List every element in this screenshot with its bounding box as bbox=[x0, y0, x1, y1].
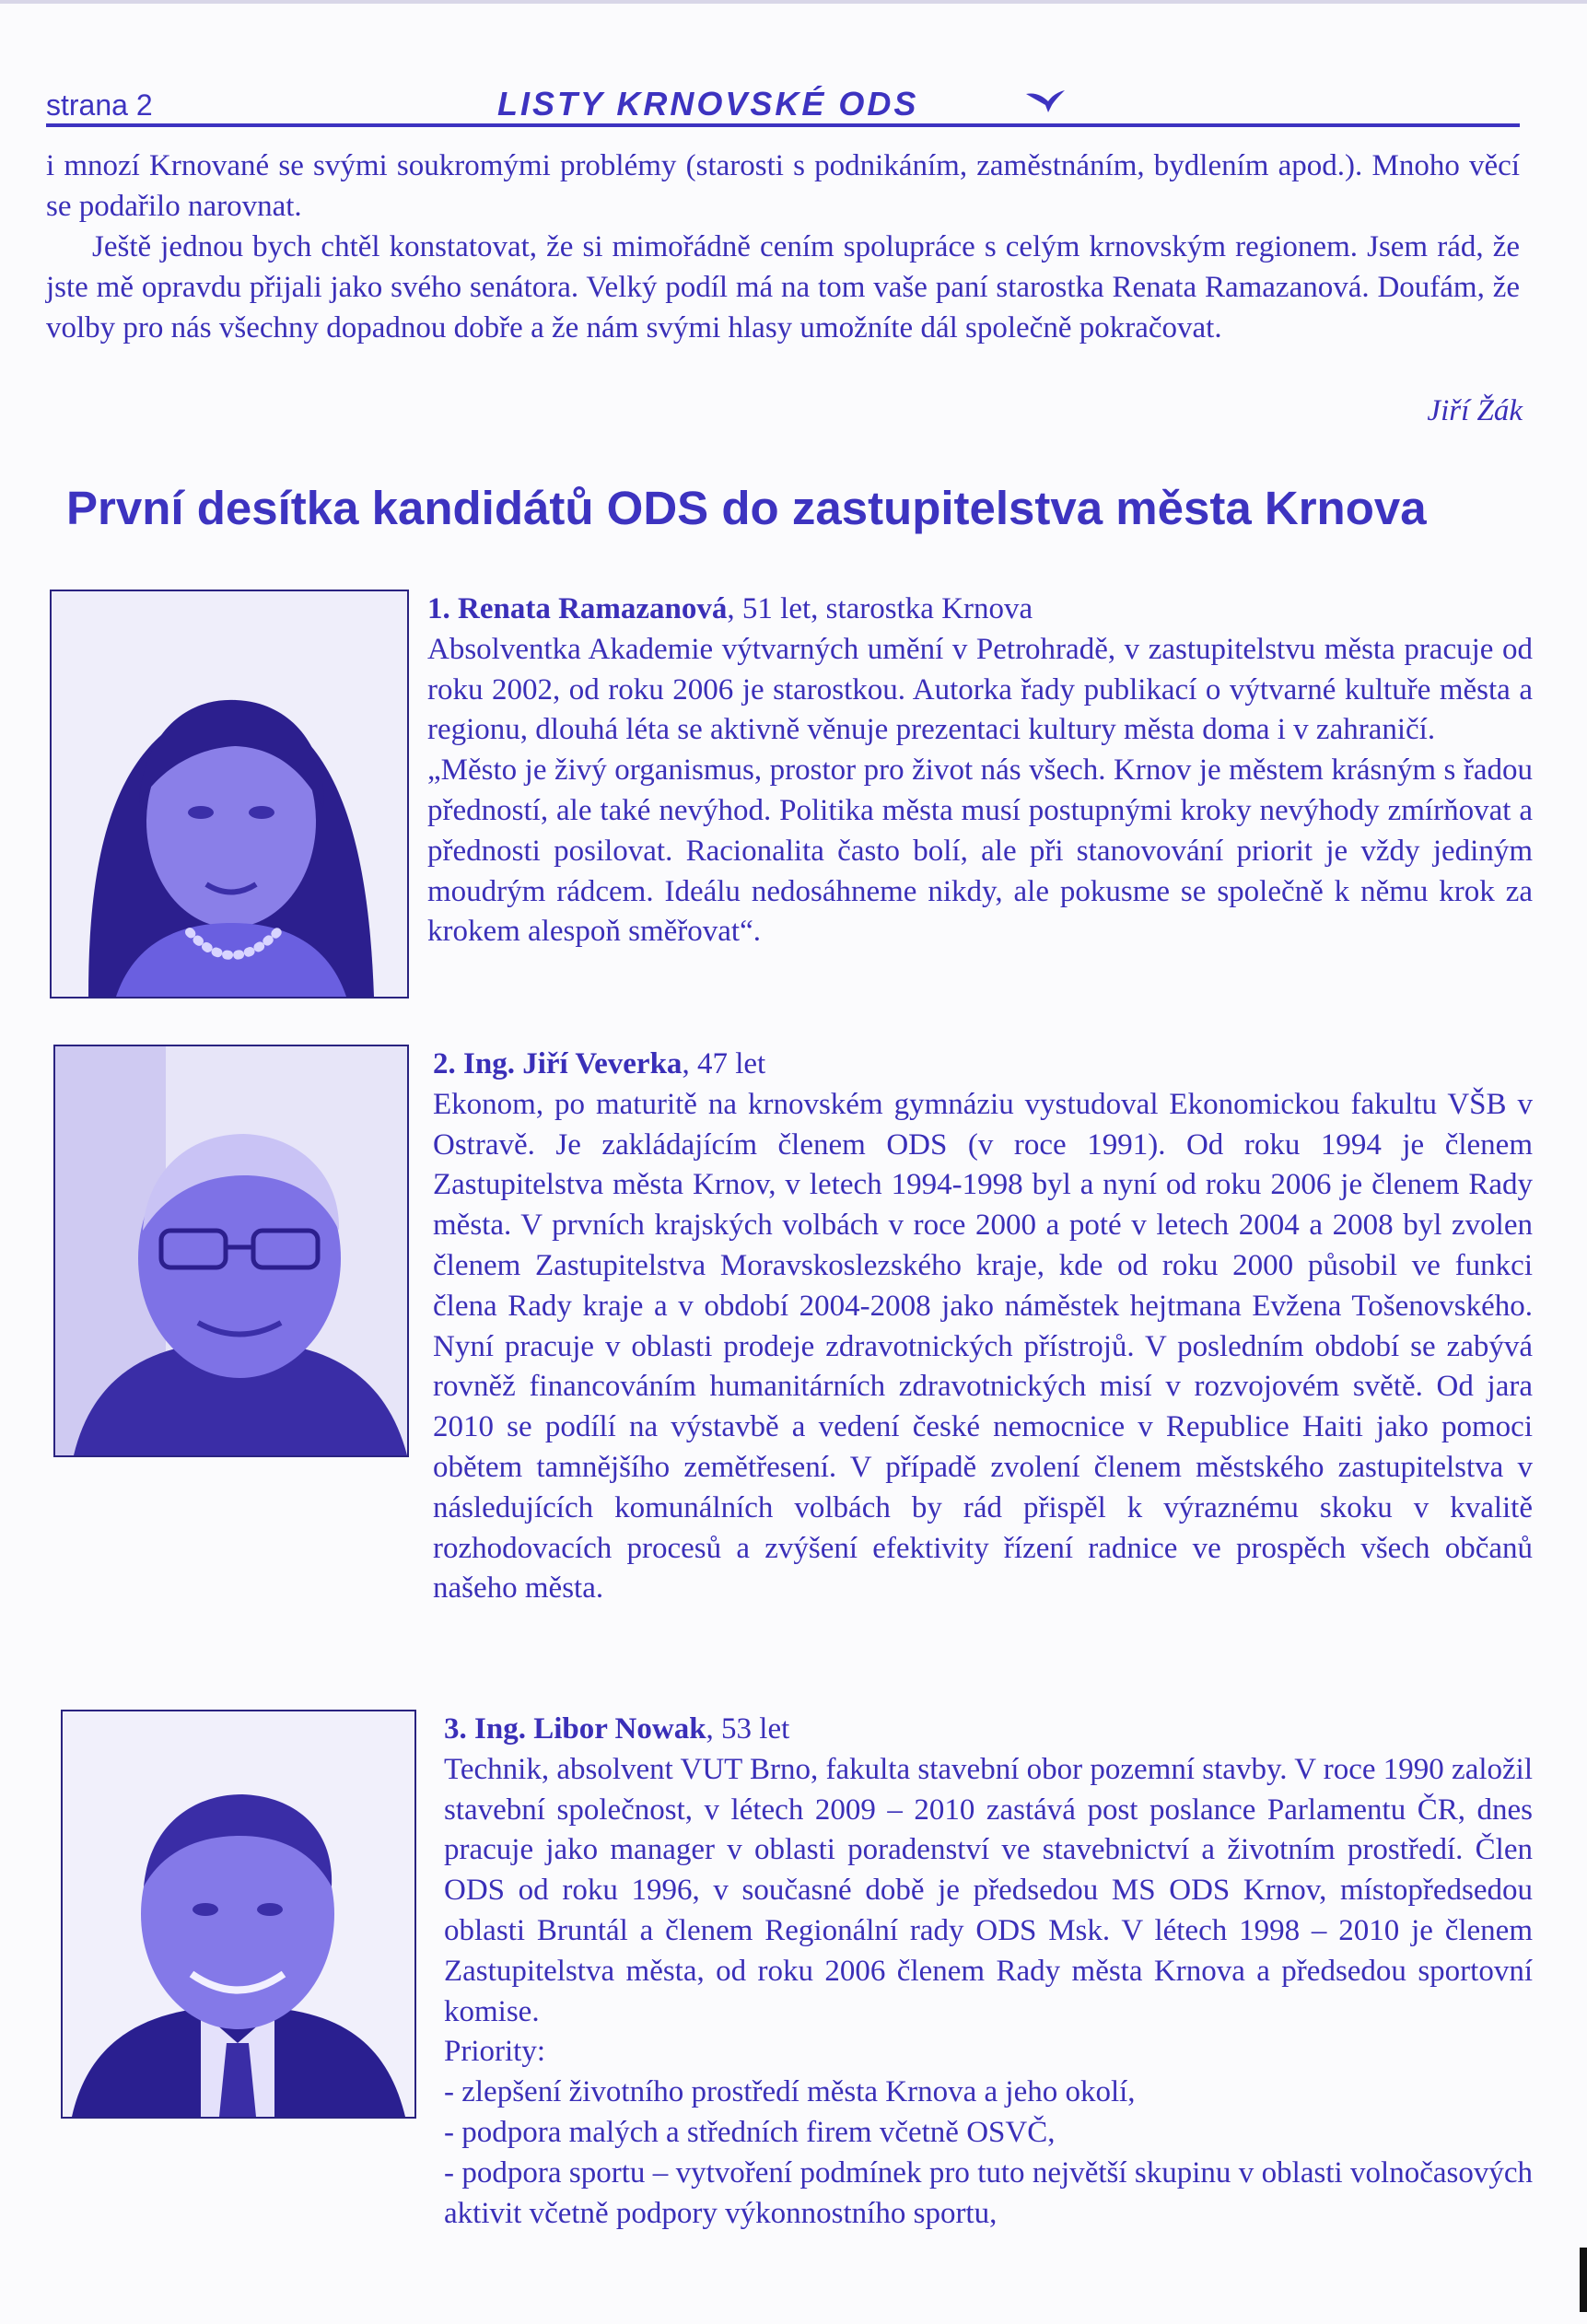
portrait-man-tie-icon bbox=[63, 1711, 414, 2117]
intro-paragraph: i mnozí Krnované se svými soukromými problémy (starosti s podnikáním, zaměstnáním, bydlením apod.). Mnoho věcí se podařilo narovnat. bbox=[46, 149, 1520, 223]
candidate-photo bbox=[61, 1710, 416, 2119]
header-rule bbox=[46, 123, 1520, 127]
portrait-man-glasses-icon bbox=[55, 1046, 407, 1455]
candidate-description: Absolventka Akademie výtvarných umění v Petrohradě, v zastupitelstvu města pracuje od roku 2002, od roku 2006 je starostkou. Autorka řady publikací o výtvarné kultuře města a regionu, dlouhá léta se aktivně věnuje prezentaci kultury města doma i v zahraničí. bbox=[427, 632, 1533, 747]
priority-item: - podpora malých a středních firem včetně OSVČ, bbox=[444, 2115, 1056, 2149]
candidate-photo bbox=[53, 1045, 409, 1457]
priorities-label: Priority: bbox=[444, 2035, 546, 2069]
priorities-list bbox=[444, 2073, 1533, 2234]
candidate-number: 1. bbox=[427, 592, 450, 625]
candidate-details: , 51 let, starostka Krnova bbox=[727, 592, 1033, 625]
publication-title: LISTY KRNOVSKÉ ODS bbox=[497, 85, 919, 123]
section-title: První desítka kandidátů ODS do zastupitelstva města Krnova bbox=[66, 482, 1427, 534]
candidate-number: 2. bbox=[433, 1047, 456, 1080]
page-edge-mark bbox=[1580, 2248, 1587, 2312]
candidate-photo bbox=[50, 590, 409, 999]
candidate-details: , 53 let bbox=[706, 1712, 790, 1746]
portrait-woman-icon bbox=[52, 591, 407, 997]
candidate-name: Ing. Jiří Veverka bbox=[463, 1047, 683, 1080]
priority-item: - podpora sportu – vytvoření podmínek pro tuto největší skupinu v oblasti volnočasových aktivit včetně podpory výkonnostního sportu, bbox=[444, 2155, 1533, 2230]
candidate-heading bbox=[433, 1045, 1533, 1085]
candidate-description: Technik, absolvent VUT Brno, fakulta stavební obor pozemní stavby. V roce 1990 založil stavební společnost, v létech 2009 – 2010 zastává post poslance Parlamentu ČR, dnes pracuje jako manager v oblasti poradenství ve stavebnictví a životním prostředí. Člen ODS od roku 1996, v současné době je předsedou MS ODS Krnov, místopředsedou oblasti Bruntál a členem Regionální rady ODS Msk. V létech 1998 – 2010 je členem Zastupitelstva města, od roku 2006 členem Rady města Krnova a předsedou sportovní komise. bbox=[444, 1752, 1533, 2028]
priority-item: - zlepšení životního prostředí města Krnova a jeho okolí, bbox=[444, 2075, 1136, 2109]
bird-logo-icon bbox=[1024, 87, 1067, 114]
intro-text bbox=[46, 146, 1520, 348]
candidate-bio bbox=[427, 590, 1533, 952]
author-signature: Jiří Žák bbox=[1427, 394, 1523, 427]
candidate-3 bbox=[61, 1710, 1533, 2244]
candidate-1 bbox=[50, 590, 1533, 1013]
candidate-name: Ing. Libor Nowak bbox=[474, 1712, 706, 1746]
candidate-heading bbox=[427, 590, 1533, 630]
candidate-bio bbox=[444, 1710, 1533, 2234]
candidate-description: Ekonom, po maturitě na krnovském gymnáziu vystudoval Ekonomickou fakultu VŠB v Ostravě. Je zakládajícím členem ODS (v roce 1991). Od roku 1994 je členem Zastupitelstva města Krnov, v letech 1994-1998 byl a nyní od roku 2006 je členem Rady města. V prvních krajských volbách v roce 2000 a poté v letech 2004 a 2008 byl zvolen členem Zastupitelstva Moravskoslezského kraje, kde od roku 2000 působil ve funkci člena Rady kraje a v období 2004-2008 jako náměstek hejtmana Evžena Tošenovského. Nyní pracuje v oblasti prodeje zdravotnických přístrojů. V posledním období se zabývá rovněž financováním humanitárních zdravotnických misí v rozvojovém světě. Od jara 2010 se podílí na výstavbě a vedení české nemocnice v Republice Haiti jako pomoci obětem tamnějšího zemětřesení. V případě zvolení členem městského zastupitelstva v následujících komunálních volbách by rád přispěl k výraznému skoku v kvalitě rozhodovacích procesů a zvýšení efektivity řízení radnice ve prospěch všech občanů našeho města. bbox=[433, 1087, 1533, 1606]
candidate-bio bbox=[433, 1045, 1533, 1609]
page-number: strana 2 bbox=[46, 88, 153, 122]
candidate-name: Renata Ramazanová bbox=[458, 592, 728, 625]
candidate-quote: „Město je živý organismus, prostor pro život nás všech. Krnov je městem krásným s řadou předností, ale také nevýhod. Politika města musí postupnými kroky nevýhody zmírňovat a přednosti posilovat. Racionalita často bolí, ale při stanovování priorit je vždy jediným moudrým rádcem. Ideálu nedosáhneme nikdy, ale pokusme se společně k němu krok za krokem alespoň směřovat“. bbox=[427, 753, 1533, 949]
intro-paragraph: Ještě jednou bych chtěl konstatovat, že si mimořádně cením spolupráce s celým krnovským regionem. Jsem rád, že jste mě opravdu přijali jako svého senátora. Velký podíl má na tom vaše paní starostka Renata Ramazanová. Doufám, že volby pro nás všechny dopadnou dobře a že nám svými hlasy umožníte dál společně pokračovat. bbox=[46, 230, 1520, 345]
candidate-heading bbox=[444, 1710, 1533, 1750]
candidate-2 bbox=[53, 1045, 1533, 1671]
candidate-number: 3. bbox=[444, 1712, 467, 1746]
top-edge bbox=[0, 0, 1587, 4]
candidate-details: , 47 let bbox=[682, 1047, 766, 1080]
page-header bbox=[46, 85, 1520, 129]
